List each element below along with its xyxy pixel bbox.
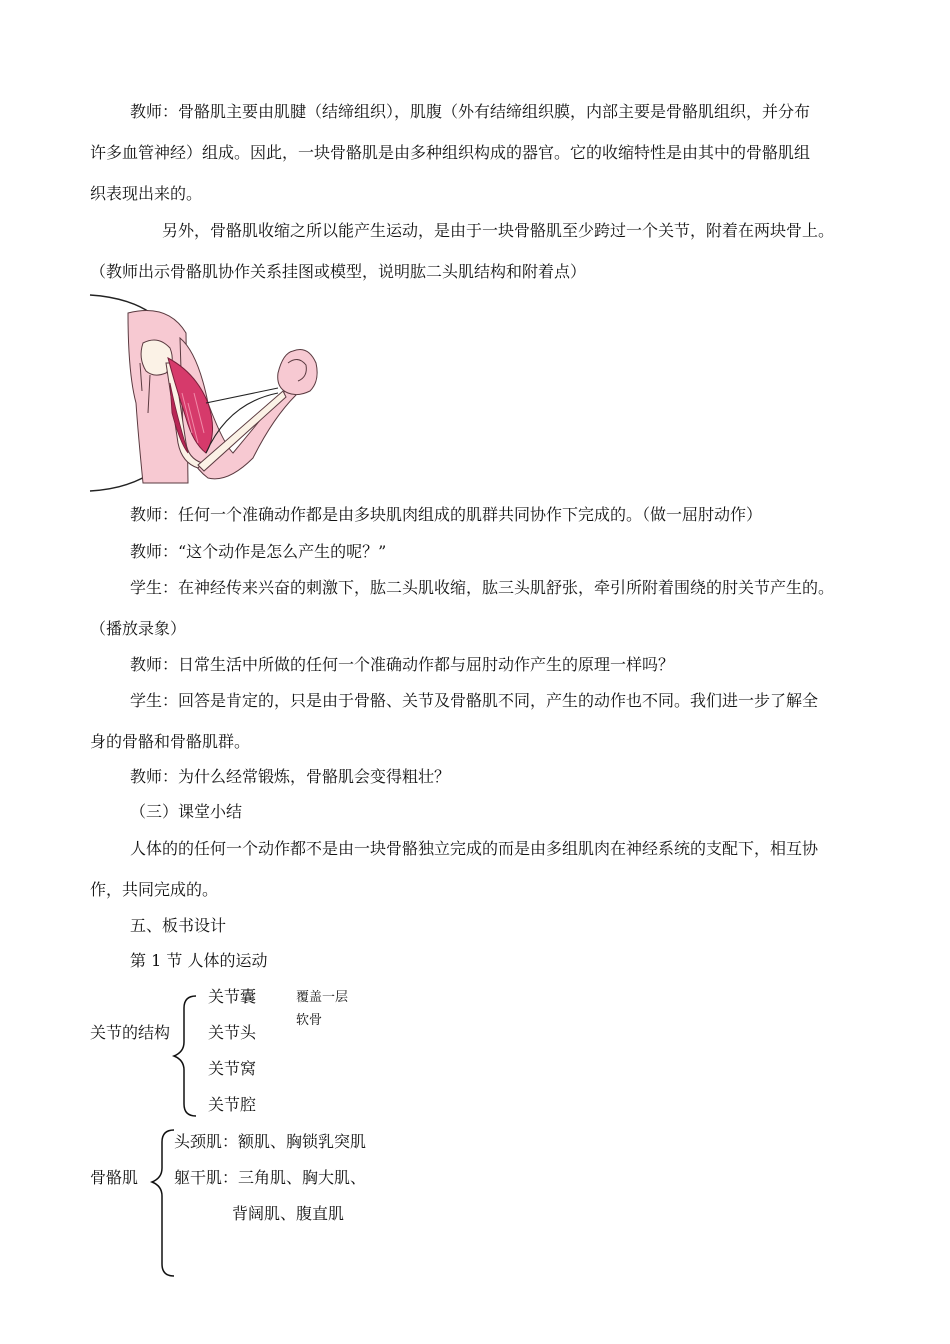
muscle-items-line-3: 背阔肌、腹直肌 [232, 1204, 345, 1223]
joint-note-line-2: 软骨 [296, 1013, 323, 1028]
paragraph-9-line-2: 作，共同完成的。 [90, 880, 219, 899]
arm-muscle-illustration [88, 293, 338, 493]
lesson-title: 第 1 节 人体的运动 [130, 951, 268, 970]
paragraph-7-line-1: 学生：回答是肯定的，只是由于骨骼、关节及骨骼肌不同，产生的动作也不同。我们进一步了解全 [130, 691, 819, 710]
joint-brace [170, 994, 200, 1119]
joint-item-capsule: 关节囊 [208, 987, 257, 1006]
muscle-items-line-2: 躯干肌：三角肌、胸大肌、 [174, 1168, 367, 1187]
paragraph-1-line-2: 许多血管神经）组成。因此，一块骨骼肌是由多种组织构成的器官。它的收缩特性是由其中的骨骼肌组 [90, 143, 811, 162]
joint-item-socket: 关节窝 [208, 1059, 257, 1078]
paragraph-9-line-1: 人体的的任何一个动作都不是由一块骨骼独立完成的而是由多组肌肉在神经系统的支配下，相互协 [130, 839, 819, 858]
joint-item-head: 关节头 [208, 1023, 257, 1042]
section-3-title: （三）课堂小结 [130, 802, 243, 821]
paragraph-1-line-1: 教师：骨骼肌主要由肌腱（结缔组织），肌腹（外有结缔组织膜，内部主要是骨骼肌组织，并分布 [130, 102, 811, 121]
paragraph-1-line-3: 织表现出来的。 [90, 184, 203, 203]
paragraph-3: 教师：任何一个准确动作都是由多块肌肉组成的肌群共同协作下完成的。（做一屈肘动作） [130, 505, 763, 524]
paragraph-5-line-2: （播放录象） [90, 619, 187, 638]
section-5-title: 五、板书设计 [130, 916, 227, 935]
paragraph-2-line-2: （教师出示骨骼肌协作关系挂图或模型，说明肱二头肌结构和附着点） [90, 262, 587, 281]
paragraph-7-line-2: 身的骨骼和骨骼肌群。 [90, 732, 251, 751]
paragraph-6: 教师：日常生活中所做的任何一个准确动作都与屈肘动作产生的原理一样吗？ [130, 655, 675, 674]
joint-item-cavity: 关节腔 [208, 1095, 257, 1114]
joint-structure-label: 关节的结构 [90, 1023, 171, 1042]
paragraph-4: 教师：“这个动作是怎么产生的呢？” [130, 542, 387, 561]
paragraph-2-line-1: 另外，骨骼肌收缩之所以能产生运动，是由于一块骨骼肌至少跨过一个关节，附着在两块骨上。 [162, 221, 835, 240]
paragraph-5-line-1: 学生：在神经传来兴奋的刺激下，肱二头肌收缩，肱三头肌舒张，牵引所附着围绕的肘关节产生的。 [130, 578, 835, 597]
paragraph-8: 教师：为什么经常锻炼，骨骼肌会变得粗壮？ [130, 767, 451, 786]
joint-note-line-1: 覆盖一层 [296, 990, 349, 1005]
muscle-items-line-1: 头颈肌：额肌、胸锁乳突肌 [174, 1132, 367, 1151]
skeletal-muscle-label: 骨骼肌 [90, 1168, 139, 1187]
